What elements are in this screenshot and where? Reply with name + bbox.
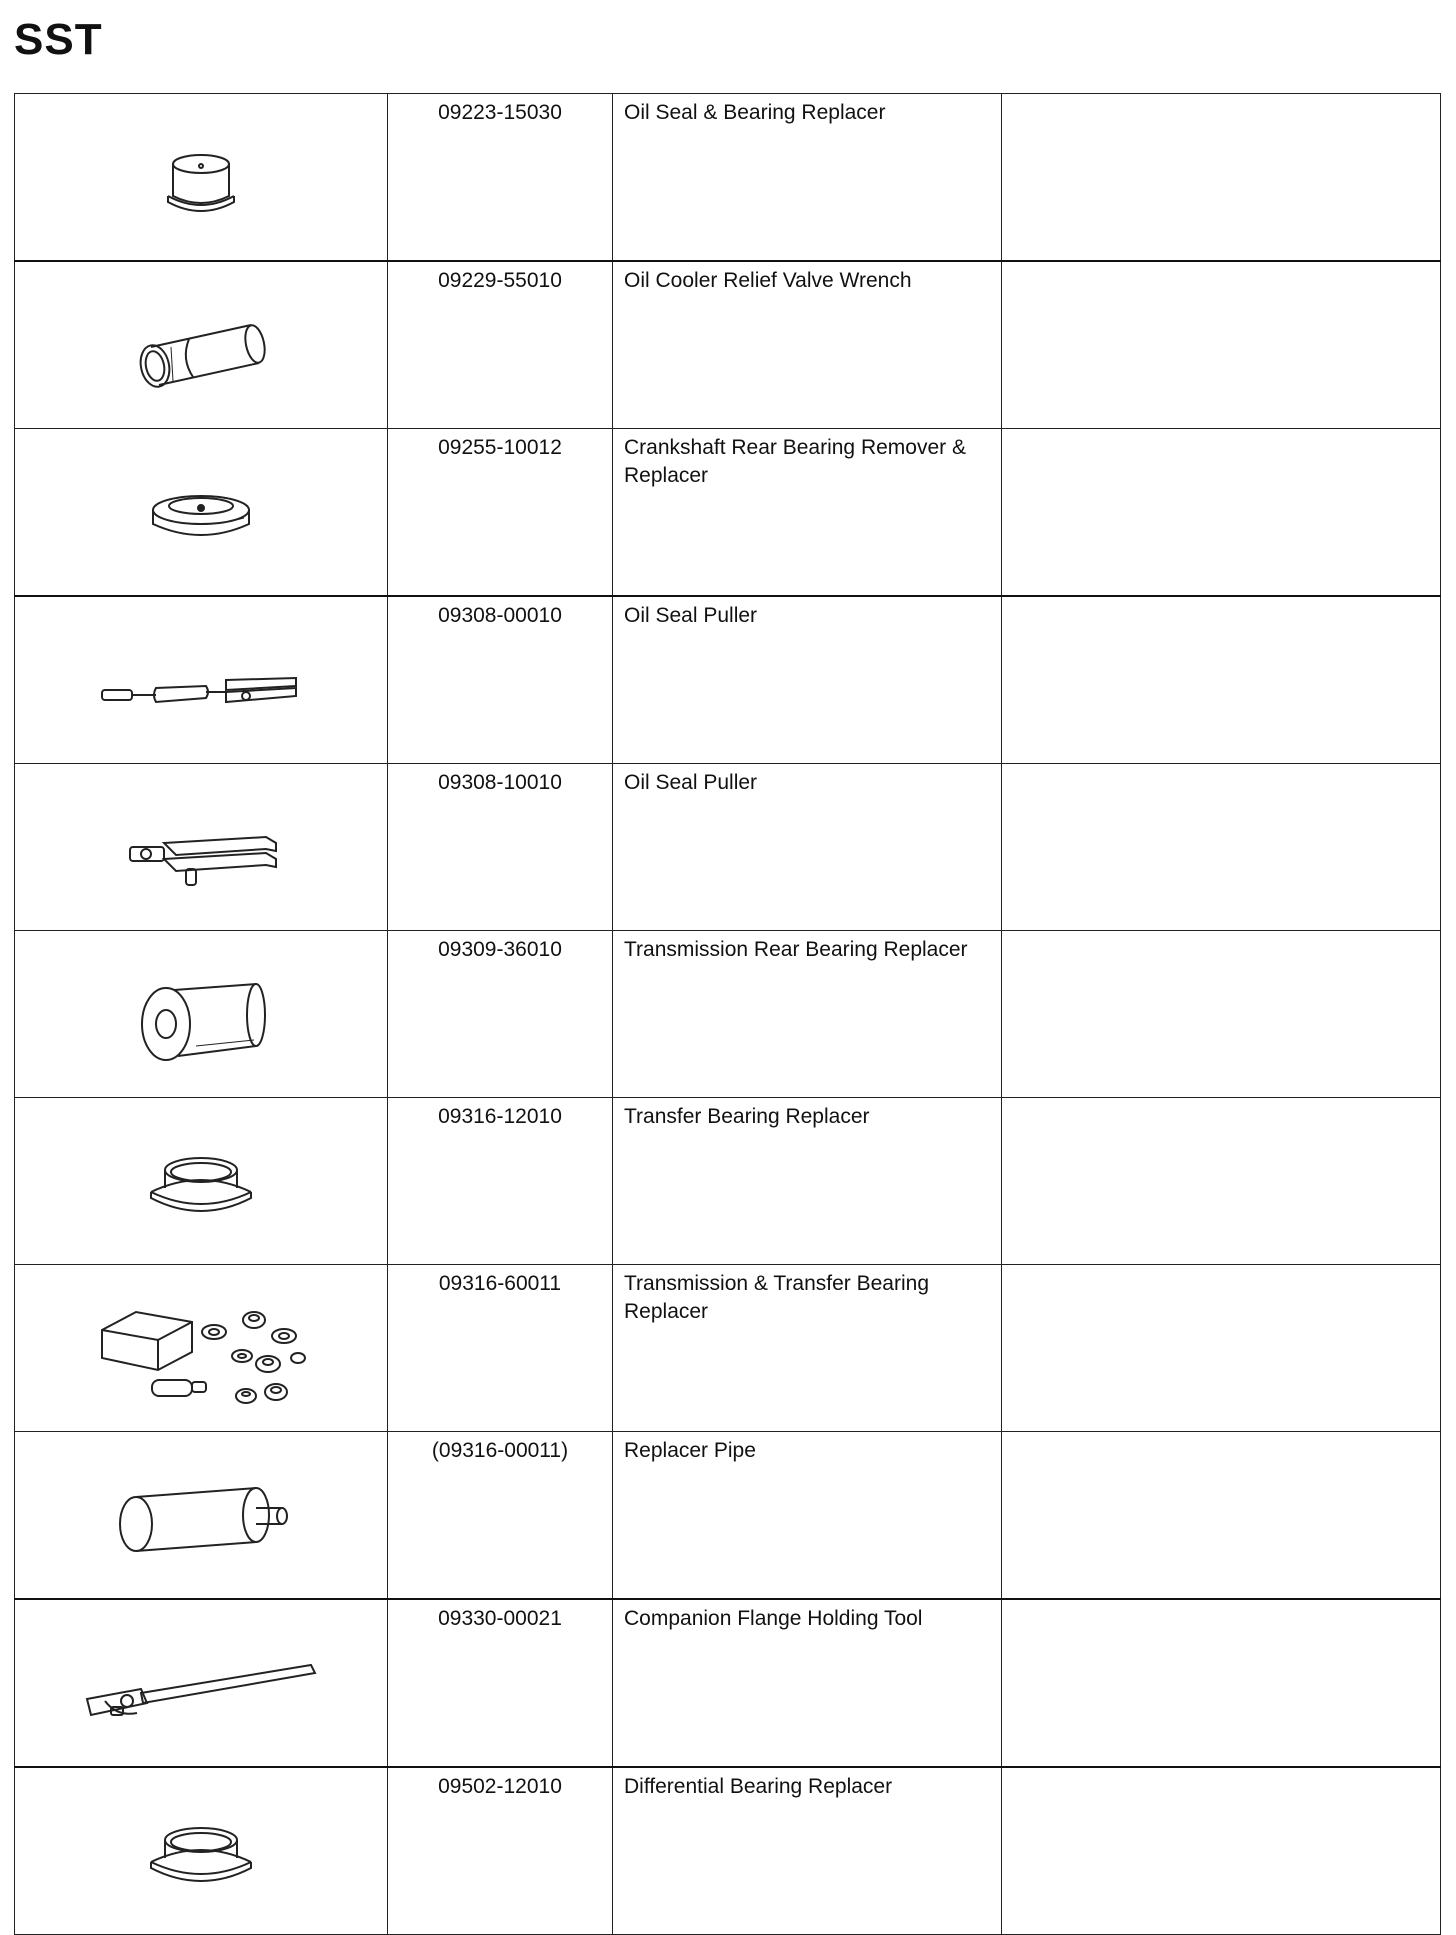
tool-image-cell — [15, 94, 388, 262]
tool-image-cell — [15, 1432, 388, 1600]
tool-note — [1002, 596, 1441, 764]
part-number: 09502-12010 — [438, 1775, 562, 1798]
tool-note — [1002, 931, 1441, 1098]
tool-note — [1002, 261, 1441, 429]
table-row — [15, 1265, 1441, 1432]
table-row — [15, 1767, 1441, 1935]
socket-wrench-icon — [121, 307, 281, 397]
part-number: 09316-60011 — [438, 1272, 562, 1295]
tool-image-cell — [15, 1767, 388, 1935]
tool-name: Transfer Bearing Replacer — [613, 1098, 1002, 1265]
flanged-tube-icon — [126, 976, 276, 1066]
table-row — [15, 261, 1441, 429]
tool-note — [1002, 1265, 1441, 1432]
tool-name: Oil Seal & Bearing Replacer — [613, 94, 1002, 262]
page-title: SST — [14, 15, 103, 64]
tool-name: Crankshaft Rear Bearing Remover & Replacer — [613, 429, 1002, 597]
tool-image-cell — [15, 429, 388, 597]
tool-note — [1002, 1432, 1441, 1600]
tool-name: Transmission & Transfer Bearing Replacer — [613, 1265, 1002, 1432]
puller-jaw-icon — [116, 819, 286, 889]
part-number: 09330-00021 — [438, 1607, 562, 1630]
table-row — [15, 764, 1441, 931]
table-row — [15, 1599, 1441, 1767]
tool-note — [1002, 1098, 1441, 1265]
tool-name: Companion Flange Holding Tool — [613, 1599, 1002, 1767]
flanged-ring-icon — [141, 1818, 261, 1898]
part-number: 09223-15030 — [438, 101, 562, 124]
tool-set-icon — [96, 1300, 306, 1410]
tool-note — [1002, 764, 1441, 931]
tool-note — [1002, 429, 1441, 597]
tool-image-cell — [15, 931, 388, 1098]
tool-image-cell — [15, 596, 388, 764]
part-number: (09316-00011) — [431, 1439, 569, 1462]
part-number: 09308-10010 — [438, 771, 562, 794]
cup-replacer-icon — [156, 144, 246, 224]
tool-name: Oil Seal Puller — [613, 596, 1002, 764]
tool-name: Transmission Rear Bearing Replacer — [613, 931, 1002, 1098]
holding-bar-icon — [81, 1655, 321, 1725]
tool-image-cell — [15, 1265, 388, 1432]
table-row — [15, 596, 1441, 764]
tool-note — [1002, 1767, 1441, 1935]
tool-note — [1002, 1599, 1441, 1767]
part-number: 09229-55010 — [438, 269, 562, 292]
part-number: 09316-12010 — [438, 1105, 562, 1128]
part-number: 09309-36010 — [438, 938, 562, 961]
tool-name: Oil Seal Puller — [613, 764, 1002, 931]
sst-table — [14, 93, 1441, 1935]
table-row — [15, 1098, 1441, 1265]
slide-hammer-puller-icon — [96, 662, 306, 712]
part-number: 09255-10012 — [438, 436, 562, 459]
tool-image-cell — [15, 1098, 388, 1265]
tool-note — [1002, 94, 1441, 262]
tool-image-cell — [15, 1599, 388, 1767]
tool-image-cell — [15, 261, 388, 429]
replacer-pipe-icon — [106, 1482, 296, 1562]
part-number: 09308-00010 — [438, 604, 562, 627]
table-row — [15, 94, 1441, 262]
tool-name: Oil Cooler Relief Valve Wrench — [613, 261, 1002, 429]
table-row — [15, 931, 1441, 1098]
tool-name: Replacer Pipe — [613, 1432, 1002, 1600]
table-row — [15, 1432, 1441, 1600]
table-row — [15, 429, 1441, 597]
tool-image-cell — [15, 764, 388, 931]
disc-replacer-icon — [136, 484, 266, 554]
tool-name: Differential Bearing Replacer — [613, 1767, 1002, 1935]
flanged-ring-icon — [141, 1148, 261, 1228]
